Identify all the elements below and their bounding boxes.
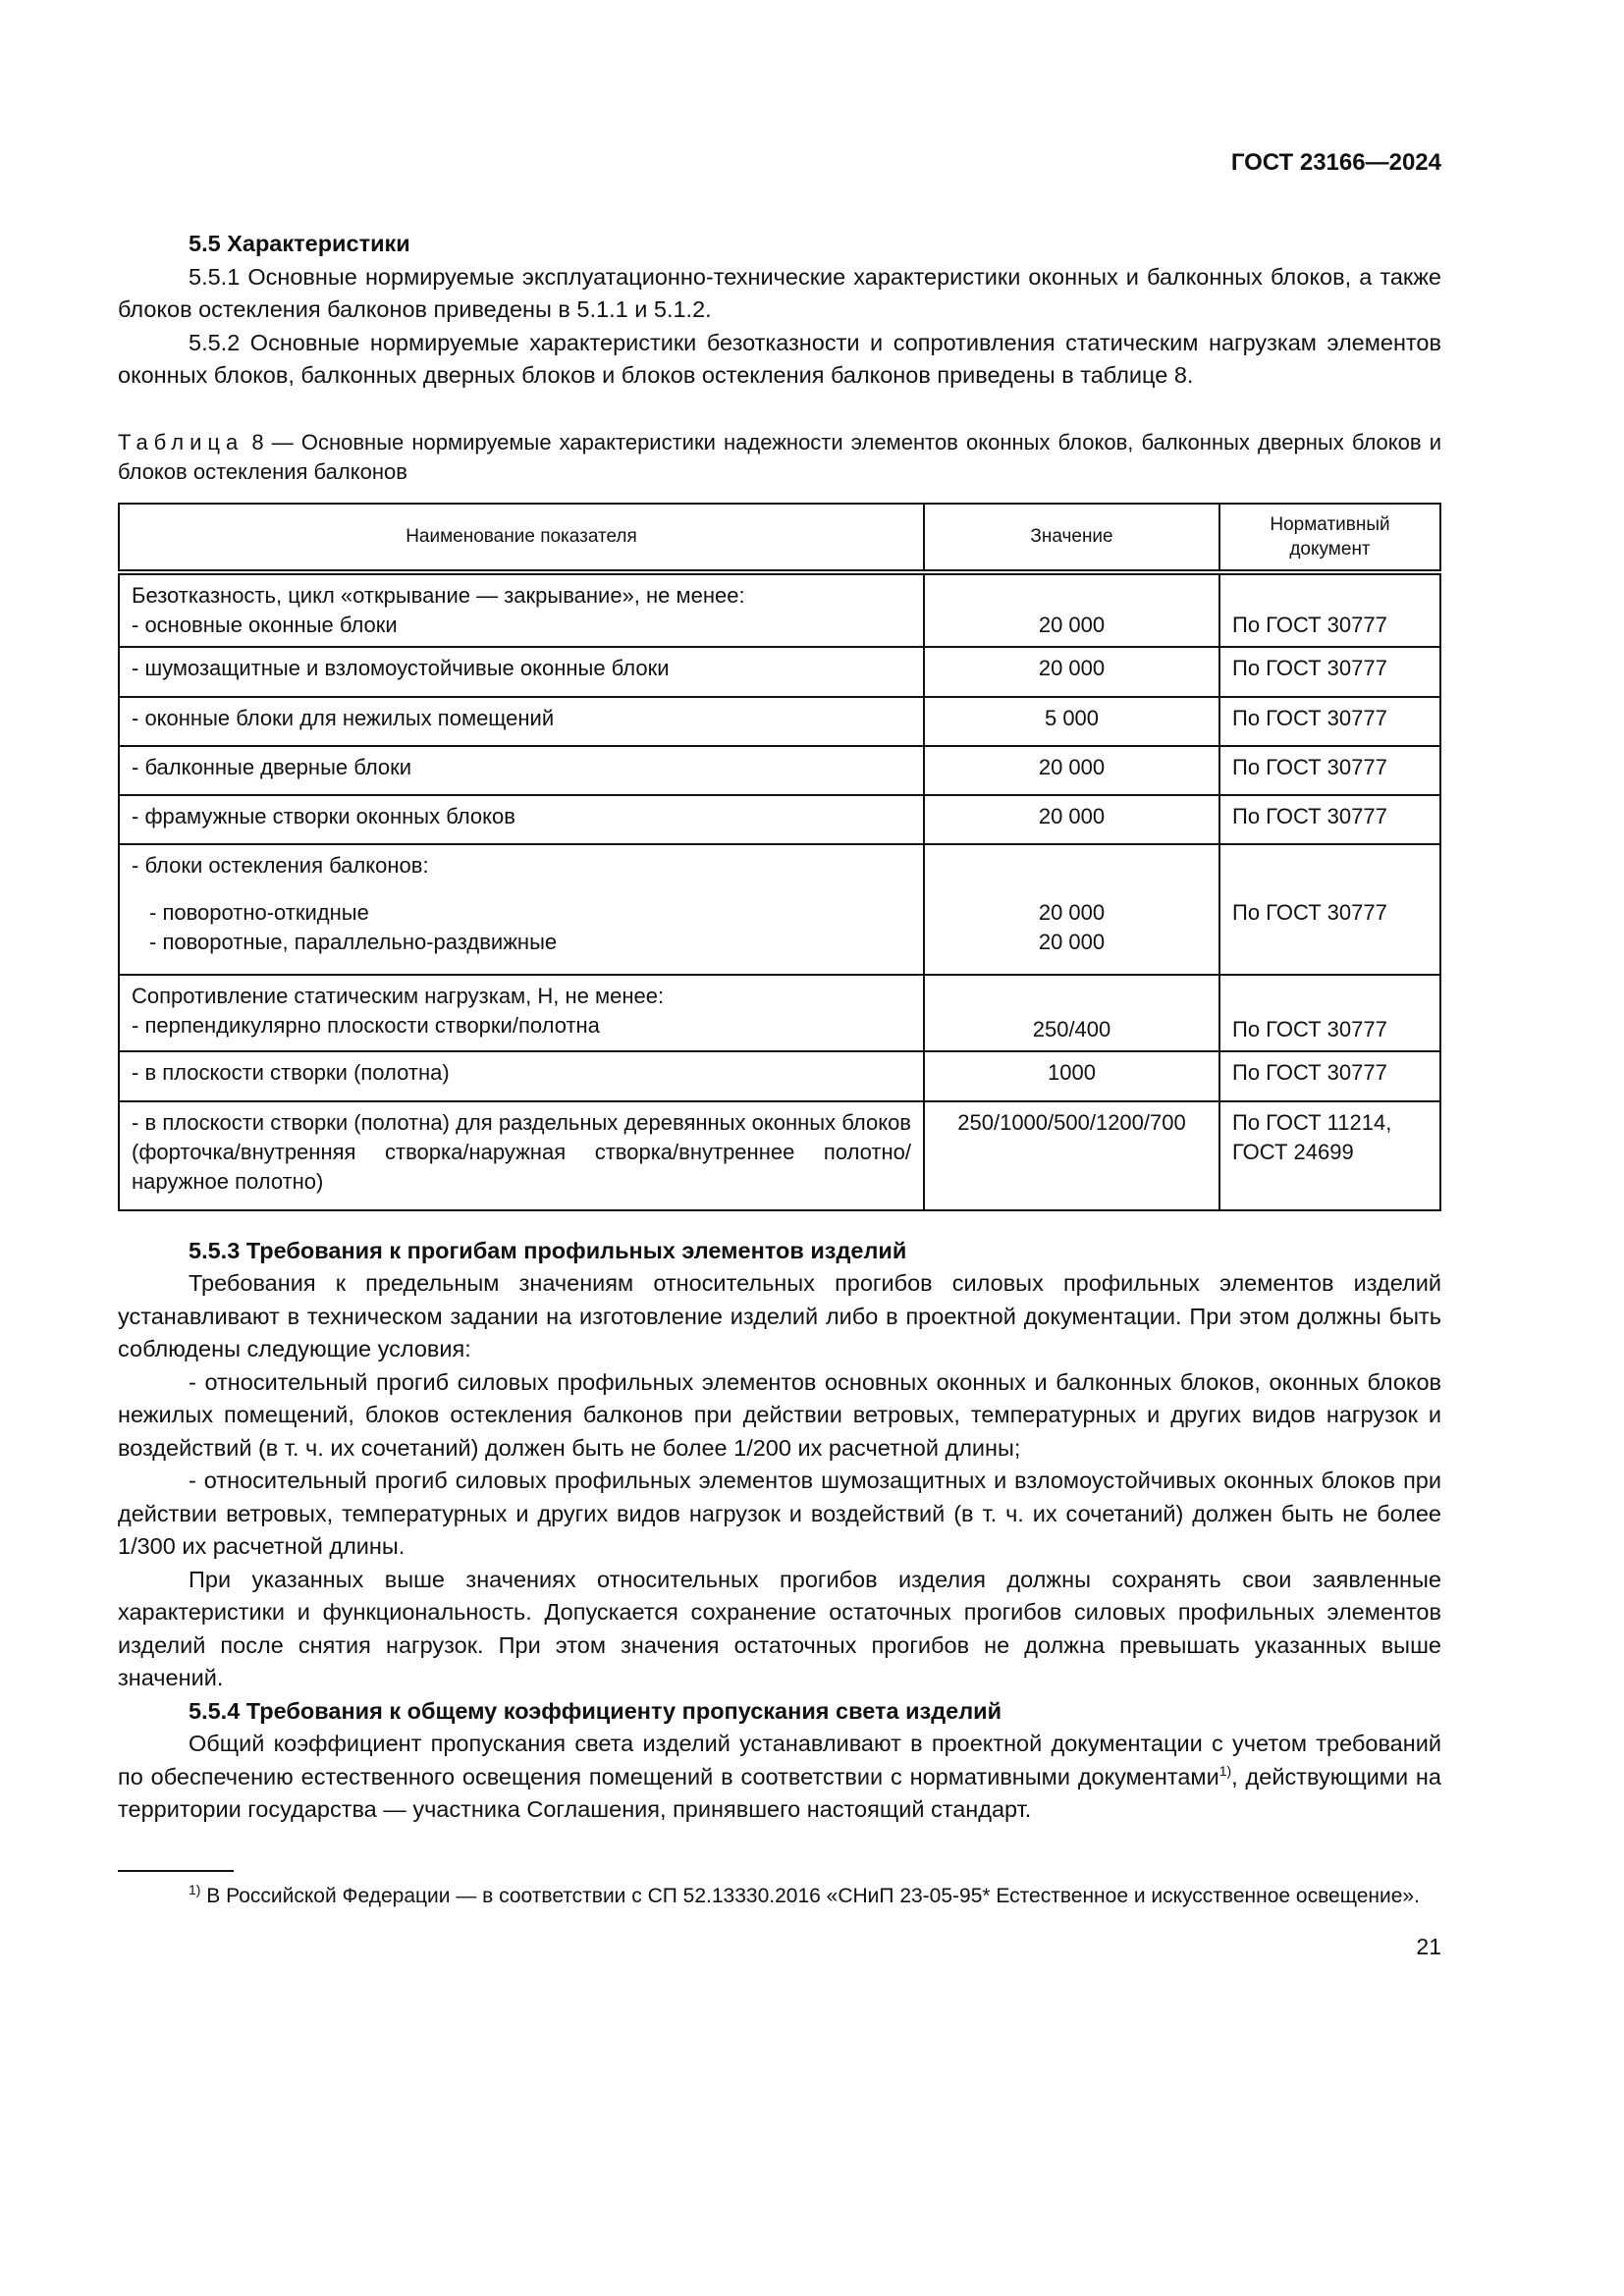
section-title: 5.5.4 Требования к общему коэффициенту пропускания света изделий — [189, 1697, 1002, 1724]
page-number: 21 — [1416, 1933, 1441, 1959]
table-8 — [118, 503, 1441, 1211]
cell-name: - основные оконные блоки — [132, 612, 398, 637]
cell-name: - в плоскости створки (полотна) для раздельных деревянных оконных блоков (форточка/внутренняя створка/наружная створка/внутреннее полотно/наружное полотно) — [119, 1101, 924, 1210]
cell-name: - блоки остекления балконов: — [132, 852, 429, 878]
caption-text: 8 — Основные нормируемые характеристики надежности элементов оконных блоков, балконных дверных блоков и блоков остекления балконов — [118, 429, 1441, 484]
cell-value: 250/1000/500/1200/700 — [924, 1101, 1219, 1210]
cell-name: - балконные дверные блоки — [119, 746, 924, 795]
footnote-text: В Российской Федерации — в соответствии с СП 52.13330.2016 «СНиП 23-05-95* Естественное и искусственное освещение». — [200, 1884, 1420, 1907]
cell-value: 20 000 — [924, 647, 1219, 697]
cell-value: 250/400 — [924, 975, 1219, 1051]
table-caption — [118, 428, 1441, 487]
table-row — [119, 1101, 1440, 1210]
cell-doc: По ГОСТ 30777 — [1219, 572, 1440, 647]
table-header-row — [119, 504, 1440, 572]
footnote-mark: 1) — [189, 1881, 201, 1897]
paragraph: 5.5.1 Основные нормируемые эксплуатационно-технические характеристики оконных и балконных блоков, а также блоков остекления балконов приведены в 5.1.1 и 5.1.2. — [118, 263, 1441, 322]
cell-name: - оконные блоки для нежилых помещений — [119, 697, 924, 746]
section-5-5-3 — [118, 1235, 1441, 1827]
cell-name: - фрамужные створки оконных блоков — [119, 795, 924, 844]
table-row — [119, 572, 1440, 647]
section-title: 5.5 Характеристики — [189, 231, 410, 256]
page-content — [118, 228, 1441, 1961]
paragraph: При указанных выше значениях относительных прогибов изделия должны сохранять свои заявленные характеристики и функциональность. Допускается сохранение остаточных прогибов силовых профильных элементов изделий после снятия нагрузок. При этом значения остаточных прогибов не должна превышать указанных выше значений. — [118, 1566, 1441, 1690]
cell-value: 5 000 — [924, 697, 1219, 746]
cell-doc: По ГОСТ 30777 — [1219, 647, 1440, 697]
cell-value: 20 000 — [1038, 929, 1106, 954]
section-title: 5.5.3 Требования к прогибам профильных элементов изделий — [189, 1237, 907, 1263]
cell-name: Сопротивление статическим нагрузкам, Н, не менее: — [132, 983, 665, 1008]
cell-name: - шумозащитные и взломоустойчивые оконные блоки — [119, 647, 924, 697]
paragraph: - относительный прогиб силовых профильных элементов основных оконных и балконных блоков, оконных блоков нежилых помещений, блоков остекления балконов при действии ветровых, температурных и других видов нагрузок и воздействий (в т. ч. их сочетаний) должен быть не более 1/200 их расчетной длины; — [118, 1368, 1441, 1461]
paragraph: 5.5.2 Основные нормируемые характеристики безотказности и сопротивления статическим нагрузкам элементов оконных блоков, балконных дверных блоков и блоков остекления балконов приведены в таблице 8. — [118, 329, 1441, 388]
header-value: Значение — [924, 504, 1219, 572]
cell-name: - поворотные, параллельно-раздвижные — [149, 929, 558, 954]
footnote-ref[interactable]: 1) — [1218, 1762, 1232, 1779]
document-code: ГОСТ 23166—2024 — [1230, 149, 1441, 176]
cell-doc: По ГОСТ 30777 — [1219, 1051, 1440, 1101]
cell-name: Безотказность, цикл «открывание — закрывание», не менее: — [132, 582, 745, 608]
cell-doc: По ГОСТ 30777 — [1219, 697, 1440, 746]
table-row — [119, 746, 1440, 795]
cell-name: - поворотно-откидные — [149, 899, 369, 925]
cell-doc: По ГОСТ 30777 — [1219, 975, 1440, 1051]
paragraph: Требования к предельным значениям относительных прогибов силовых профильных элементов изделий устанавливают в техническом задании на изготовление изделий либо в проектной документации. При этом должны быть соблюдены следующие условия: — [118, 1270, 1441, 1362]
cell-name: - перпендикулярно плоскости створки/полотна — [132, 1012, 600, 1038]
table-row — [119, 647, 1440, 697]
cell-doc: По ГОСТ 30777 — [1232, 899, 1387, 925]
cell-value: 1000 — [924, 1051, 1219, 1101]
table-row — [119, 975, 1440, 1051]
header-name: Наименование показателя — [119, 504, 924, 572]
cell-doc: По ГОСТ 30777 — [1219, 795, 1440, 844]
table-row — [119, 697, 1440, 746]
cell-value: 20 000 — [924, 572, 1219, 647]
footnote-divider — [118, 1870, 234, 1872]
cell-value: 20 000 — [1038, 899, 1106, 925]
cell-doc: По ГОСТ 30777 — [1219, 746, 1440, 795]
cell-value: 20 000 — [924, 746, 1219, 795]
text: , действующими на территории государства — участника Соглашения, принявшего настоящий стандарт. — [118, 1763, 1441, 1822]
table-row — [119, 1051, 1440, 1101]
cell-value: 20 000 — [924, 795, 1219, 844]
caption-label: Таблица — [118, 429, 244, 454]
table-row — [119, 844, 1440, 975]
header-doc: Нормативный документ — [1219, 504, 1440, 572]
cell-doc: По ГОСТ 11214, ГОСТ 24699 — [1219, 1101, 1440, 1210]
paragraph: - относительный прогиб силовых профильных элементов шумозащитных и взломоустойчивых оконных блоков при действии ветровых, температурных и других видов нагрузок и воздействий (в т. ч. их сочетаний) должен быть не более 1/300 их расчетной длины. — [118, 1468, 1441, 1559]
section-5-5 — [118, 228, 1441, 393]
table-row — [119, 795, 1440, 844]
cell-name: - в плоскости створки (полотна) — [119, 1051, 924, 1101]
paragraph — [118, 1728, 1441, 1827]
text: Общий коэффициент пропускания света изделий устанавливают в проектной документации с учетом требований по обеспечению естественного освещения помещений в соответствии с нормативными документами — [118, 1731, 1441, 1789]
footnote — [118, 1882, 1441, 1910]
